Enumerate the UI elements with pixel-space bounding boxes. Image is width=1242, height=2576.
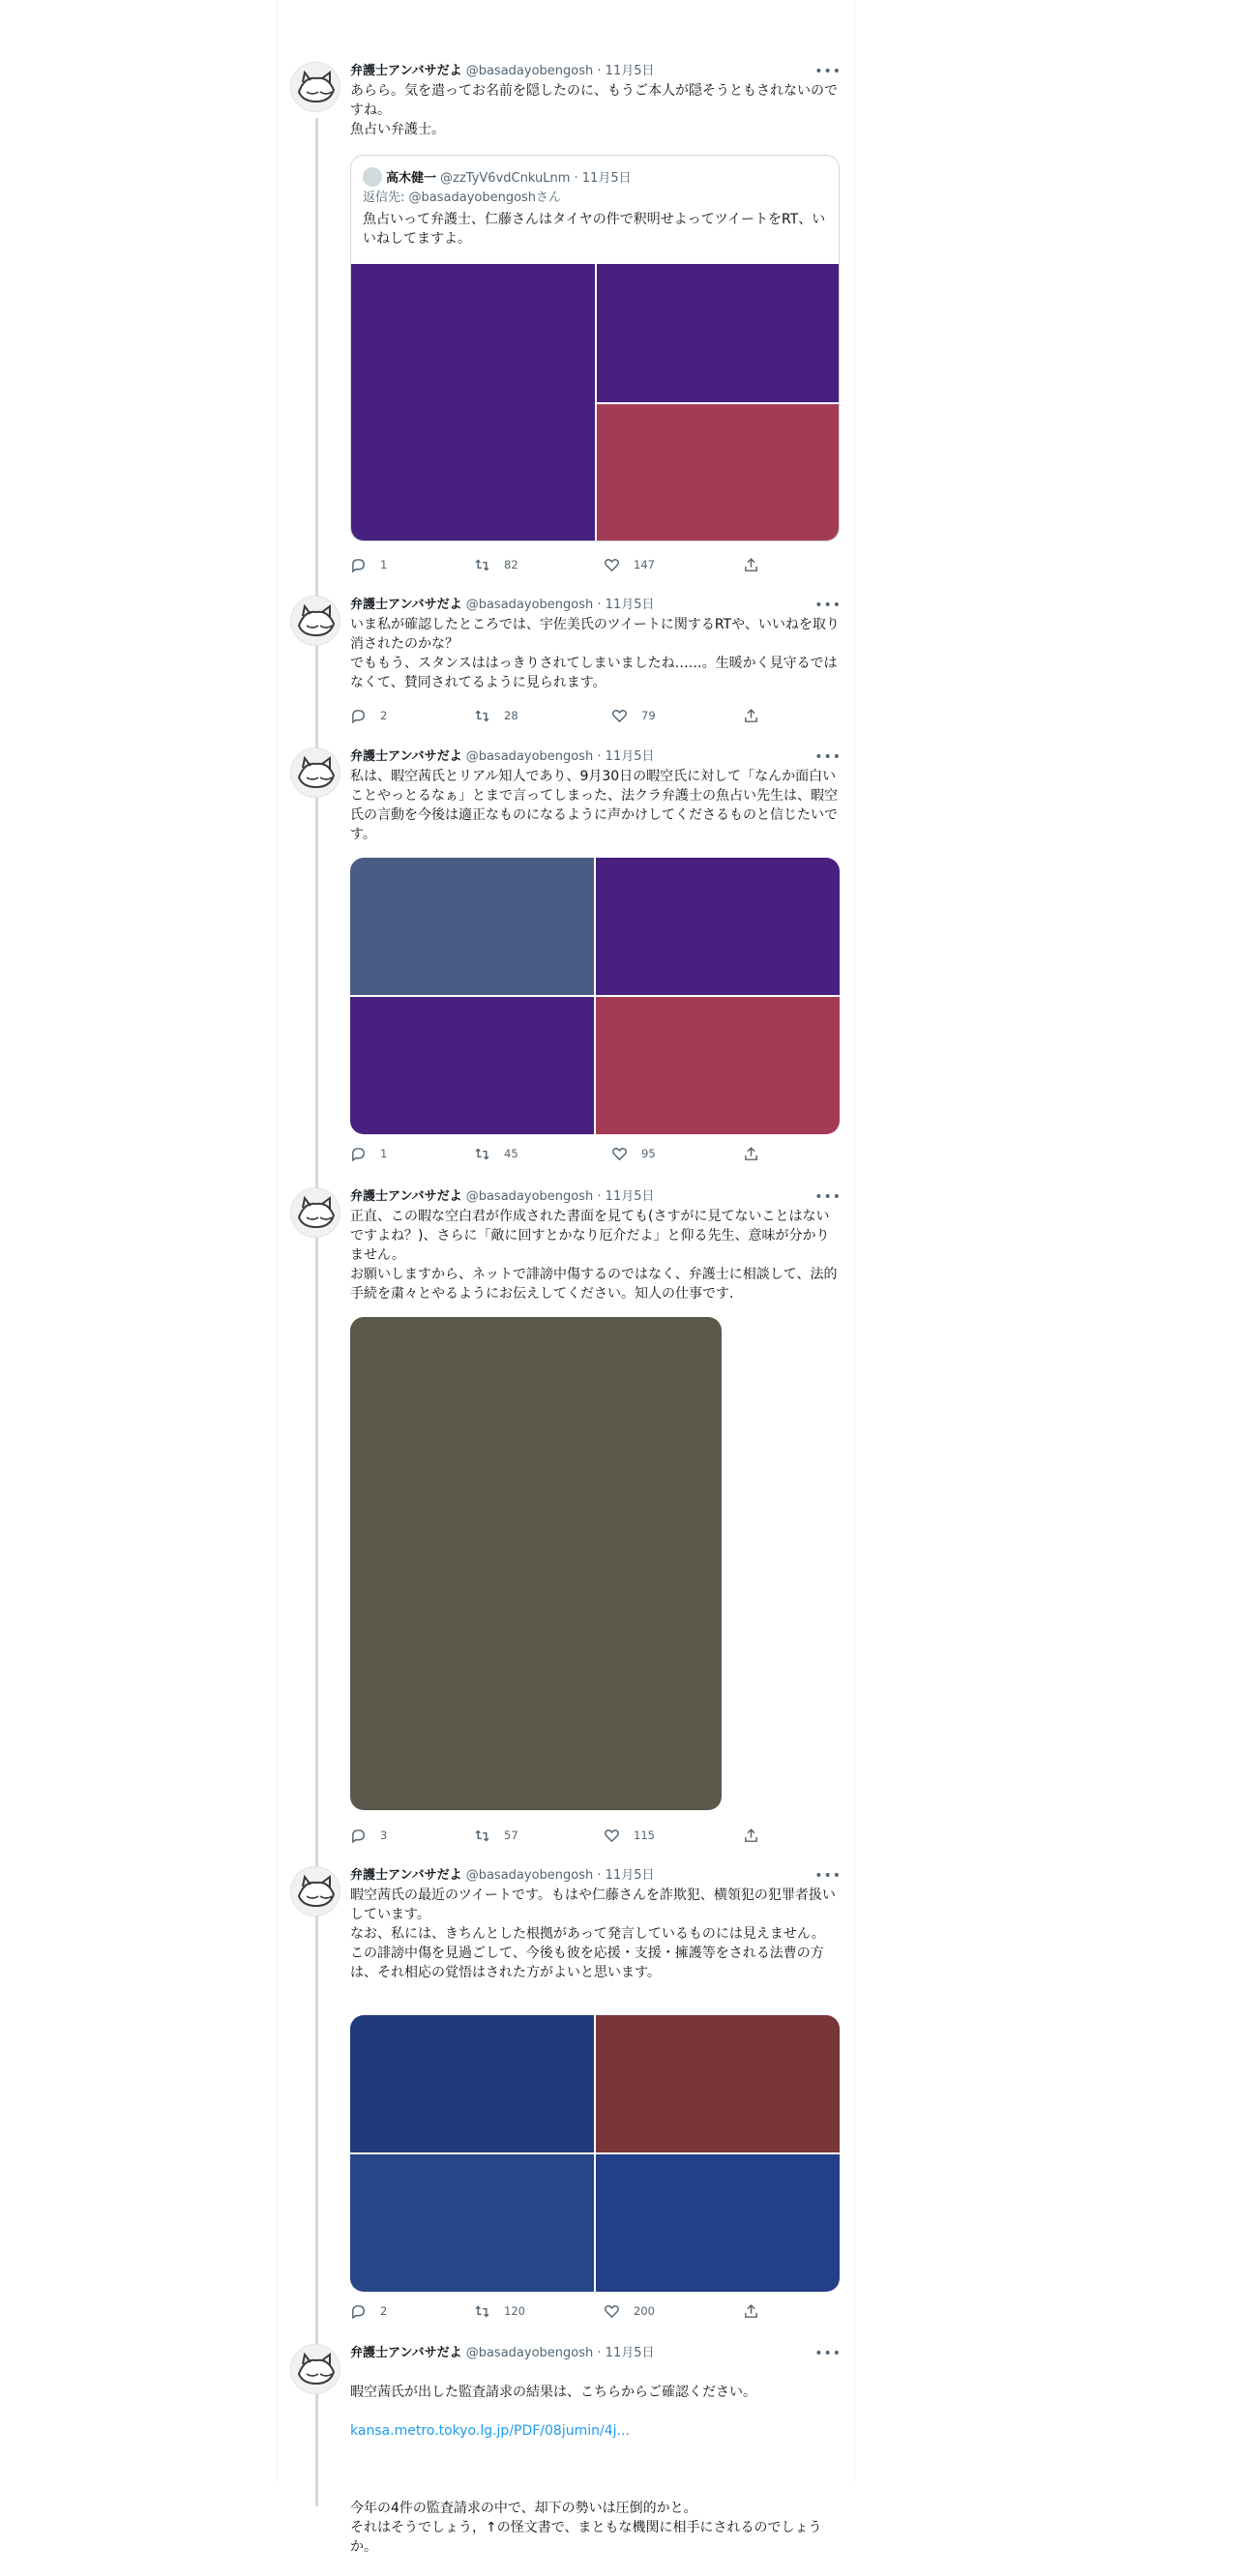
reply-count: 2 (380, 709, 388, 722)
avatar[interactable] (290, 62, 340, 112)
tweet-6[interactable] (290, 2344, 842, 2555)
more-options-icon[interactable]: ••• (814, 749, 842, 765)
tweet-text: あらら。気を遣ってお名前を隠したのに、もうご本人が隠そうともされないのですね。 魚占い弁護士。 (350, 83, 838, 137)
cat-avatar-icon (291, 63, 340, 112)
separator-dot: · (597, 749, 602, 764)
quote-text: 魚占いって弁護士、仁藤さんはタイヤの件で釈明せよってツイートをRT、いいねしてますよ。 (363, 212, 826, 247)
more-options-icon[interactable]: ••• (814, 1868, 842, 1884)
like-button[interactable] (611, 1144, 656, 1163)
tweet-1[interactable] (290, 62, 842, 584)
author-name[interactable]: 弁護士アンバサだよ (350, 64, 462, 78)
retweet-icon (474, 1146, 490, 1162)
quote-header (363, 167, 632, 189)
media-image[interactable] (350, 1317, 722, 1810)
tweet-header (350, 1187, 842, 1207)
like-button[interactable] (611, 706, 656, 725)
like-count: 115 (634, 1829, 655, 1842)
avatar[interactable] (290, 2344, 340, 2394)
quote-avatar (363, 167, 382, 187)
avatar[interactable] (290, 596, 340, 646)
retweet-button[interactable] (474, 1144, 518, 1163)
more-options-icon[interactable]: ••• (814, 2346, 842, 2361)
share-icon (743, 2303, 759, 2320)
tweet-header (350, 62, 842, 81)
reply-button[interactable] (350, 2301, 387, 2321)
tweet-date[interactable]: 11月5日 (605, 1189, 655, 1204)
heart-icon (604, 2303, 620, 2320)
media-image-2[interactable] (596, 858, 840, 995)
retweet-count: 120 (504, 2304, 525, 2318)
media-image-1[interactable] (350, 858, 594, 995)
reply-button[interactable] (350, 706, 387, 725)
tweet-actions (350, 706, 756, 725)
media-grid (350, 858, 840, 1134)
quote-date: 11月5日 (581, 171, 632, 186)
tweet-5[interactable] (290, 1866, 842, 2321)
tweet-actions (350, 555, 756, 574)
media-grid (350, 2015, 840, 2292)
author-handle[interactable]: @basadayobengosh (465, 1189, 594, 1204)
author-handle[interactable]: @basadayobengosh (465, 64, 594, 78)
tweet-text-line-1: 暇空茜氏が出した監査請求の結果は、こちらからご確認ください。 (350, 2385, 756, 2400)
retweet-button[interactable] (474, 555, 518, 574)
separator-dot: · (574, 171, 578, 186)
reply-count: 1 (380, 1147, 388, 1160)
retweet-button[interactable] (474, 2301, 525, 2321)
like-count: 200 (634, 2304, 655, 2318)
heart-icon (611, 1146, 628, 1162)
tweet-date[interactable]: 11月5日 (605, 1868, 655, 1883)
cat-avatar-icon (291, 1188, 340, 1238)
blank-line (350, 2460, 842, 2479)
author-name[interactable]: 弁護士アンバサだよ (350, 598, 462, 612)
share-icon (743, 708, 759, 724)
avatar[interactable] (290, 1187, 340, 1238)
tweet-date[interactable]: 11月5日 (605, 2346, 655, 2360)
like-count: 147 (634, 558, 655, 571)
author-name[interactable]: 弁護士アンバサだよ (350, 1189, 462, 1204)
share-icon (743, 1828, 759, 1844)
heart-icon (604, 1828, 620, 1844)
heart-icon (611, 708, 628, 724)
media-image-2[interactable] (596, 2015, 840, 2152)
tweet-text: 正直、この暇な空白君が作成された書面を見ても(さすがに見てないことはないですよね？)、さらに「敵に回すとかなり厄介だよ」と仰る先生、意味が分かりません。 お願いしますから、ネットで誹謗中傷するのではなく、弁護士に相談して、法的手続を粛々とやるようにお伝えしてください。知人の仕事です. (350, 1209, 838, 1302)
media-image-4[interactable] (596, 2154, 840, 2292)
retweet-icon (474, 2303, 490, 2320)
retweet-button[interactable] (474, 706, 518, 725)
tweet-actions (350, 1826, 756, 1845)
separator-dot: · (597, 1189, 602, 1204)
author-name[interactable]: 弁護士アンバサだよ (350, 2346, 462, 2360)
reply-count: 3 (380, 1829, 388, 1842)
retweet-icon (474, 708, 490, 724)
share-button[interactable] (743, 2301, 759, 2321)
tweet-text: いま私が確認したところでは、宇佐美氏のツイートに関するRTや、いいねを取り消されたのかな？ でももう、スタンスははっきりされてしまいましたね……。生暖かく見守るではなくて、賛同されてるように見られます。 (350, 617, 840, 690)
quote-image-1[interactable] (351, 264, 595, 542)
tweet-header (350, 1866, 842, 1886)
author-handle[interactable]: @basadayobengosh (465, 598, 594, 612)
media-image-4[interactable] (596, 997, 840, 1134)
tweet-text: 私は、暇空茜氏とリアル知人であり、9月30日の暇空氏に対して「なんか面白いことやっとるなぁ」とまで言ってしまった、法クラ弁護士の魚占い先生は、暇空氏の言動を今後は適正なものになるように声かけしてくださるものと信じたいです。 (350, 769, 838, 842)
quote-author-handle: @zzTyV6vdCnkuLnm (440, 171, 571, 186)
reply-button[interactable] (350, 555, 387, 574)
retweet-count: 28 (504, 709, 518, 722)
like-button[interactable] (604, 555, 655, 574)
media-image-3[interactable] (350, 997, 594, 1134)
cat-avatar-icon (291, 2345, 340, 2394)
tweet-2[interactable] (290, 596, 842, 731)
quote-image-2[interactable] (597, 264, 840, 402)
reply-icon (350, 1828, 367, 1844)
cat-avatar-icon (291, 1867, 340, 1917)
cat-avatar-icon (291, 748, 340, 798)
reply-count: 1 (380, 558, 388, 571)
like-button[interactable] (604, 1826, 655, 1845)
tweet-date[interactable]: 11月5日 (605, 64, 655, 78)
like-count: 95 (641, 1147, 656, 1160)
share-icon (743, 1146, 759, 1162)
quote-reply-to: 返信先: @basadayobengoshさん (363, 190, 562, 205)
tweet-text-rest: 今年の4件の監査請求の中で、却下の勢いは圧倒的かと。 それはそうでしょう，↑の怪文書で、まともな機関に相手にされるのでしょうか。 (350, 2501, 822, 2555)
avatar[interactable] (290, 747, 340, 798)
media-image-1[interactable] (350, 2015, 594, 2152)
tweet-4[interactable] (290, 1187, 842, 1855)
share-button[interactable] (743, 1144, 759, 1163)
author-name[interactable]: 弁護士アンバサだよ (350, 1868, 462, 1883)
tweet-header (350, 747, 842, 767)
quoted-tweet[interactable] (350, 155, 840, 542)
author-name[interactable]: 弁護士アンバサだよ (350, 749, 462, 764)
tweet-date[interactable]: 11月5日 (605, 749, 655, 764)
quote-author-name: 高木健一 (386, 171, 437, 186)
separator-dot: · (597, 64, 602, 78)
author-handle[interactable]: @basadayobengosh (465, 1868, 594, 1883)
more-options-icon[interactable]: ••• (814, 1189, 842, 1205)
tweet-text: 暇空茜氏の最近のツイートです。もはや仁藤さんを詐欺犯、横領犯の犯罪者扱いしています。 なお、私には、きちんとした根拠があって発言しているものには見えません。 この誹謗中傷を見過ごして、今後も彼を応援・支援・擁護等をされる法曹の方は、それ相応の覚悟はされた方がよいと思います。 (350, 1888, 836, 1980)
share-icon (743, 557, 759, 573)
author-handle[interactable]: @basadayobengosh (465, 2346, 594, 2360)
share-button[interactable] (743, 555, 759, 574)
reply-icon (350, 557, 367, 573)
heart-icon (604, 557, 620, 573)
share-button[interactable] (743, 1826, 759, 1845)
retweet-count: 57 (504, 1829, 518, 1842)
more-options-icon[interactable]: ••• (814, 598, 842, 613)
like-count: 79 (641, 709, 656, 722)
quote-image-3[interactable] (597, 404, 840, 542)
separator-dot: · (597, 1868, 602, 1883)
more-options-icon[interactable]: ••• (814, 64, 842, 79)
separator-dot: · (597, 2346, 602, 2360)
tweet-3[interactable] (290, 747, 842, 1173)
avatar[interactable] (290, 1866, 340, 1917)
separator-dot: · (597, 598, 602, 612)
tweet-actions (350, 2301, 756, 2321)
tweet-link[interactable]: kansa.metro.tokyo.lg.jp/PDF/08jumin/4j... (350, 2423, 630, 2439)
reply-count: 2 (380, 2304, 388, 2318)
share-button[interactable] (743, 706, 759, 725)
retweet-icon (474, 557, 490, 573)
reply-button[interactable] (350, 1826, 387, 1845)
reply-icon (350, 2303, 367, 2320)
retweet-button[interactable] (474, 1826, 518, 1845)
tweet-text (350, 2363, 842, 2576)
reply-icon (350, 708, 367, 724)
retweet-count: 82 (504, 558, 518, 571)
retweet-icon (474, 1828, 490, 1844)
author-handle[interactable]: @basadayobengosh (465, 749, 594, 764)
tweet-date[interactable]: 11月5日 (605, 598, 655, 612)
tweet-actions (350, 1144, 756, 1163)
retweet-count: 45 (504, 1147, 518, 1160)
media-image-3[interactable] (350, 2154, 594, 2292)
reply-button[interactable] (350, 1144, 387, 1163)
cat-avatar-icon (291, 597, 340, 646)
like-button[interactable] (604, 2301, 655, 2321)
tweet-header (350, 596, 842, 615)
tweet-header (350, 2344, 842, 2363)
reply-icon (350, 1146, 367, 1162)
